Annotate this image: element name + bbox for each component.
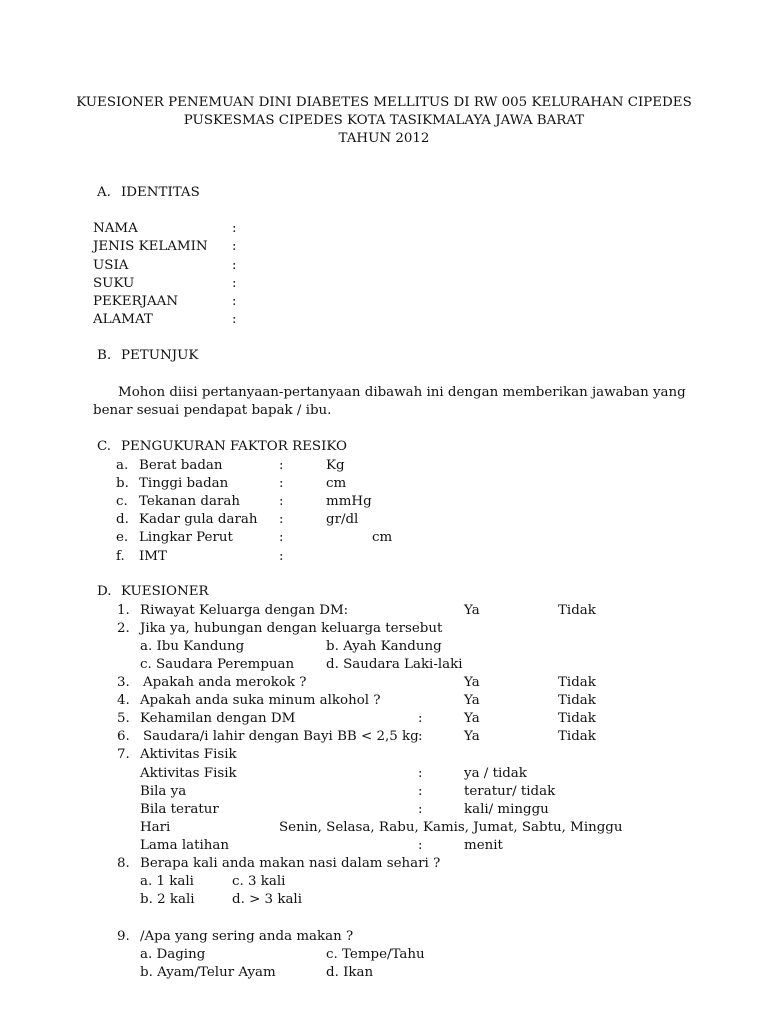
- field-label-suku: SUKU: [93, 276, 135, 291]
- field-label-jenis-kelamin: JENIS KELAMIN: [93, 239, 208, 254]
- risk-item-colon: :: [279, 494, 284, 509]
- field-label-alamat: ALAMAT: [93, 312, 153, 327]
- question-number: 9.: [117, 929, 130, 944]
- instruction-line-1: Mohon diisi pertanyaan-pertanyaan dibawah ini dengan memberikan jawaban yang: [118, 385, 686, 400]
- risk-item-letter: c.: [116, 494, 128, 509]
- question-colon: :: [418, 711, 423, 726]
- option-a: a. Ibu Kandung: [140, 639, 245, 654]
- risk-item-colon: :: [279, 458, 284, 473]
- question-text: Berapa kali anda makan nasi dalam sehari ?: [140, 856, 441, 871]
- question-number: 4.: [117, 693, 130, 708]
- field-colon: :: [232, 258, 237, 273]
- question-text: Aktivitas Fisik: [140, 747, 237, 762]
- question-text: Apakah anda suka minum alkohol ?: [140, 693, 381, 708]
- answer-tidak: Tidak: [558, 729, 596, 744]
- title-line-1: KUESIONER PENEMUAN DINI DIABETES MELLITUS DI RW 005 KELURAHAN CIPEDES: [76, 95, 692, 110]
- option-d: d. > 3 kali: [232, 892, 303, 907]
- instruction-line-2: benar sesuai pendapat bapak / ibu.: [93, 403, 332, 418]
- activity-colon: :: [418, 802, 423, 817]
- question-number: 5.: [117, 711, 130, 726]
- risk-item-unit: cm: [372, 530, 393, 545]
- activity-colon: :: [418, 838, 423, 853]
- field-label-nama: NAMA: [93, 221, 138, 236]
- section-d-marker: D.: [97, 584, 112, 599]
- risk-item-unit: Kg: [326, 458, 345, 473]
- section-b-heading: PETUNJUK: [121, 348, 199, 363]
- risk-item-label: Tekanan darah: [139, 494, 240, 509]
- risk-item-label: Tinggi badan: [139, 476, 229, 491]
- risk-item-colon: :: [279, 549, 284, 564]
- section-c-heading: PENGUKURAN FAKTOR RESIKO: [121, 439, 348, 454]
- option-b: b. Ayah Kandung: [326, 639, 442, 654]
- activity-label: Bila teratur: [140, 802, 219, 817]
- risk-item-unit: cm: [326, 476, 347, 491]
- question-colon: :: [418, 729, 423, 744]
- risk-item-unit: gr/dl: [326, 512, 359, 527]
- activity-value: menit: [464, 838, 503, 853]
- risk-item-colon: :: [279, 530, 284, 545]
- section-a-heading: IDENTITAS: [121, 185, 200, 200]
- section-c-marker: C.: [97, 439, 112, 454]
- option-a: a. Daging: [140, 947, 206, 962]
- answer-ya: Ya: [464, 693, 480, 708]
- activity-value: Senin, Selasa, Rabu, Kamis, Jumat, Sabtu, Minggu: [279, 820, 623, 835]
- risk-item-letter: e.: [116, 530, 129, 545]
- activity-label: Lama latihan: [140, 838, 229, 853]
- question-number: 8.: [117, 856, 130, 871]
- activity-colon: :: [418, 766, 423, 781]
- risk-item-label: Kadar gula darah: [139, 512, 258, 527]
- question-number: 7.: [117, 747, 130, 762]
- answer-tidak: Tidak: [558, 675, 596, 690]
- risk-item-letter: f.: [116, 549, 125, 564]
- risk-item-letter: b.: [116, 476, 129, 491]
- option-a: a. 1 kali: [140, 874, 194, 889]
- option-d: d. Ikan: [326, 965, 374, 980]
- activity-label: Hari: [140, 820, 171, 835]
- answer-ya: Ya: [464, 603, 480, 618]
- risk-item-label: Berat badan: [139, 458, 223, 473]
- risk-item-colon: :: [279, 476, 284, 491]
- question-text: Jika ya, hubungan dengan keluarga tersebut: [140, 621, 443, 636]
- risk-item-colon: :: [279, 512, 284, 527]
- answer-ya: Ya: [464, 675, 480, 690]
- question-number: 6.: [117, 729, 130, 744]
- section-a-marker: A.: [97, 185, 111, 200]
- field-colon: :: [232, 239, 237, 254]
- option-c: c. 3 kali: [232, 874, 286, 889]
- risk-item-label: IMT: [139, 549, 167, 564]
- answer-tidak: Tidak: [558, 711, 596, 726]
- title-line-3: TAHUN 2012: [338, 131, 430, 146]
- title-line-2: PUSKESMAS CIPEDES KOTA TASIKMALAYA JAWA BARAT: [183, 113, 585, 128]
- field-label-pekerjaan: PEKERJAAN: [93, 294, 179, 309]
- question-text: Apakah anda merokok ?: [143, 675, 307, 690]
- section-d-heading: KUESIONER: [121, 584, 209, 599]
- question-number: 1.: [117, 603, 130, 618]
- option-d: d. Saudara Laki-laki: [326, 657, 463, 672]
- activity-label: Aktivitas Fisik: [140, 766, 237, 781]
- option-b: b. 2 kali: [140, 892, 195, 907]
- field-colon: :: [232, 294, 237, 309]
- field-colon: :: [232, 276, 237, 291]
- option-b: b. Ayam/Telur Ayam: [140, 965, 276, 980]
- answer-tidak: Tidak: [558, 693, 596, 708]
- activity-colon: :: [418, 784, 423, 799]
- risk-item-letter: d.: [116, 512, 129, 527]
- activity-value: kali/ minggu: [464, 802, 549, 817]
- activity-value: ya / tidak: [464, 766, 527, 781]
- field-label-usia: USIA: [93, 258, 129, 273]
- option-c: c. Saudara Perempuan: [140, 657, 295, 672]
- question-text: /Apa yang sering anda makan ?: [140, 929, 354, 944]
- question-text: Saudara/i lahir dengan Bayi BB < 2,5 kg: [143, 729, 419, 744]
- answer-ya: Ya: [464, 711, 480, 726]
- option-c: c. Tempe/Tahu: [326, 947, 425, 962]
- question-number: 2.: [117, 621, 130, 636]
- risk-item-label: Lingkar Perut: [139, 530, 233, 545]
- activity-value: teratur/ tidak: [464, 784, 556, 799]
- field-colon: :: [232, 312, 237, 327]
- question-text: Kehamilan dengan DM: [140, 711, 296, 726]
- risk-item-letter: a.: [116, 458, 129, 473]
- risk-item-unit: mmHg: [326, 494, 372, 509]
- field-colon: :: [232, 221, 237, 236]
- activity-label: Bila ya: [140, 784, 187, 799]
- section-b-marker: B.: [97, 348, 112, 363]
- answer-ya: Ya: [464, 729, 480, 744]
- question-number: 3.: [117, 675, 130, 690]
- question-text: Riwayat Keluarga dengan DM:: [140, 603, 349, 618]
- answer-tidak: Tidak: [558, 603, 596, 618]
